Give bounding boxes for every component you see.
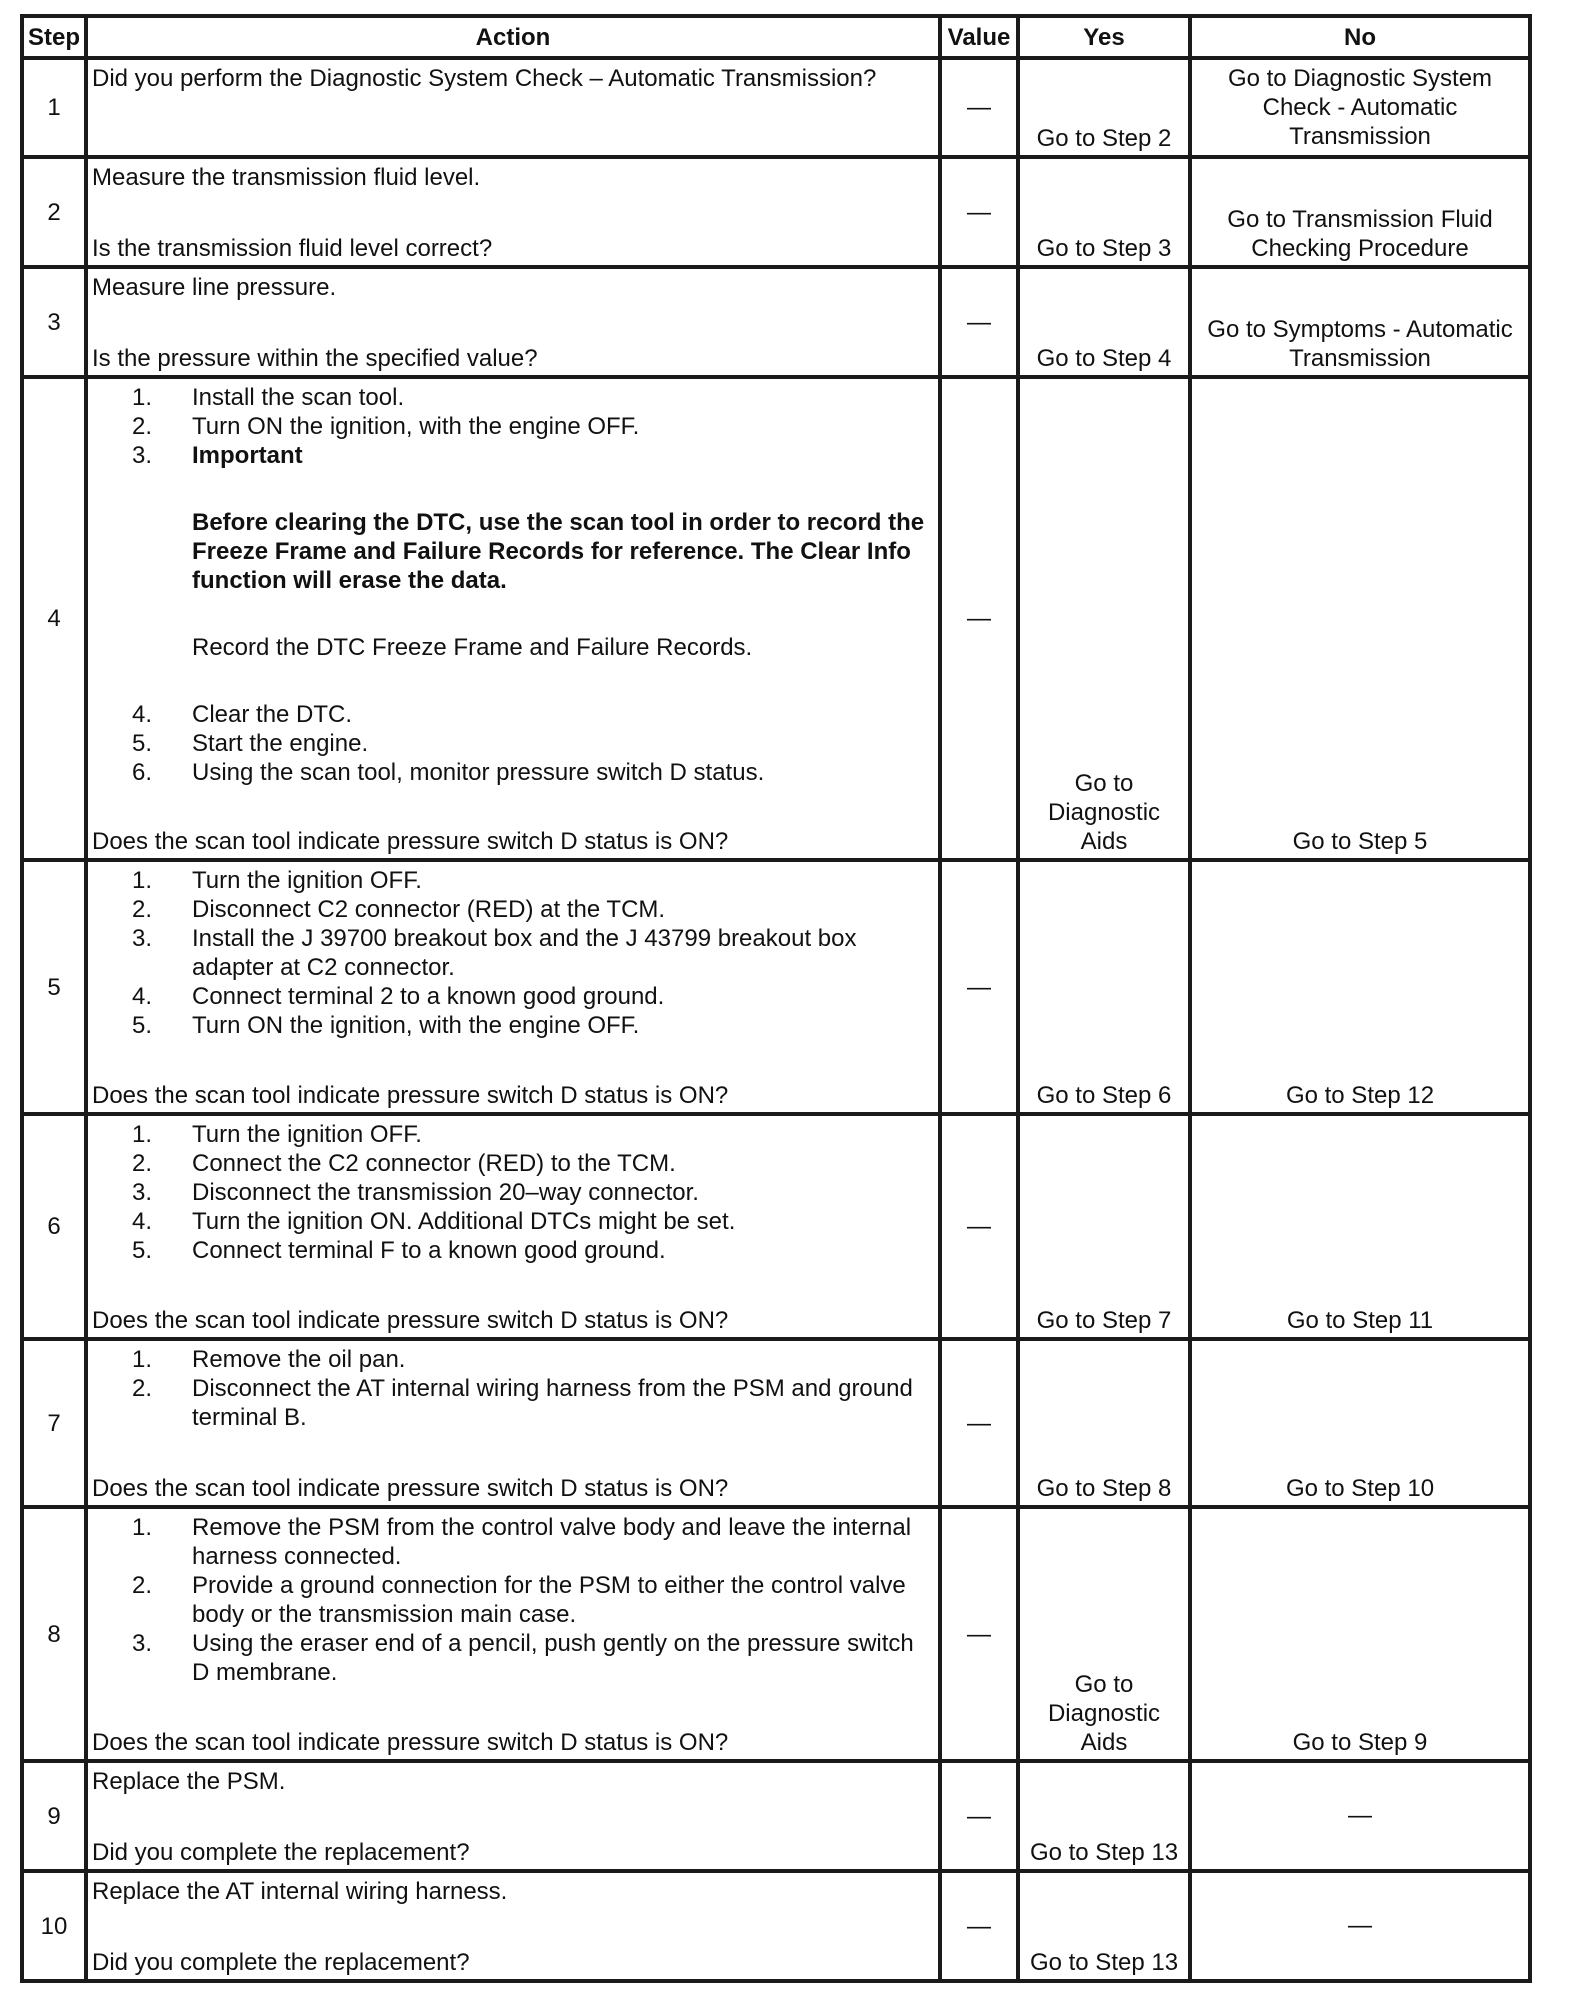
table-row xyxy=(22,58,1530,157)
value-cell: — xyxy=(940,860,1018,1114)
no-cell: — xyxy=(1190,1761,1530,1871)
action-cell xyxy=(86,860,940,1114)
action-intro: Replace the PSM. xyxy=(92,1768,286,1795)
yes-cell: Go to Step 8 xyxy=(1018,1339,1190,1507)
yes-cell: Go to Step 4 xyxy=(1018,267,1190,377)
step-number: 4 xyxy=(22,377,86,860)
important-note: Before clearing the DTC, use the scan tool in order to record the Freeze Frame and Failure Records for reference. The Clear Info function will erase the data. xyxy=(192,509,925,594)
value-cell: — xyxy=(940,157,1018,267)
action-intro: Replace the AT internal wiring harness. xyxy=(92,1878,508,1905)
no-cell: Go to Symptoms - Automatic Transmission xyxy=(1190,267,1530,377)
list-item: 2. Connect the C2 connector (RED) to the TCM. xyxy=(131,1150,676,1177)
table-row xyxy=(22,267,1530,377)
diagnostic-table-container xyxy=(20,14,1532,1983)
action-cell xyxy=(86,58,940,157)
table-row xyxy=(22,860,1530,1114)
list-item: 3. Disconnect the transmission 20–way connector. xyxy=(131,1179,699,1206)
yes-cell: Go to Step 2 xyxy=(1018,58,1190,157)
list-item: 3. Using the eraser end of a pencil, push gently on the pressure switch D membrane. xyxy=(131,1630,914,1686)
value-cell: — xyxy=(940,1761,1018,1871)
list-item: 5. Connect terminal F to a known good ground. xyxy=(131,1237,666,1264)
table-row xyxy=(22,1114,1530,1339)
action-steps xyxy=(92,700,934,787)
action-intro: Measure line pressure. xyxy=(92,274,337,301)
list-item: 3. Important xyxy=(131,442,303,469)
no-cell: Go to Step 11 xyxy=(1190,1114,1530,1339)
value-cell: — xyxy=(940,377,1018,860)
action-cell xyxy=(86,1871,940,1981)
action-question: Does the scan tool indicate pressure switch D status is ON? xyxy=(92,1307,729,1334)
action-intro: Measure the transmission fluid level. xyxy=(92,164,481,191)
action-cell xyxy=(86,377,940,860)
action-question: Does the scan tool indicate pressure switch D status is ON? xyxy=(92,1729,729,1756)
action-question: Does the scan tool indicate pressure switch D status is ON? xyxy=(92,1082,729,1109)
value-cell: — xyxy=(940,267,1018,377)
action-steps xyxy=(92,1513,934,1728)
list-item: 2. Disconnect the AT internal wiring harness from the PSM and ground terminal B. xyxy=(131,1375,913,1431)
action-cell xyxy=(86,1761,940,1871)
action-steps xyxy=(92,1120,934,1306)
action-cell xyxy=(86,1339,940,1507)
action-question: Is the pressure within the specified value? xyxy=(92,345,538,372)
action-steps xyxy=(92,866,934,1081)
action-cell xyxy=(86,1114,940,1339)
value-cell: — xyxy=(940,1339,1018,1507)
step-number: 5 xyxy=(22,860,86,1114)
table-row xyxy=(22,377,1530,860)
table-row xyxy=(22,157,1530,267)
action-intro: Did you perform the Diagnostic System Check – Automatic Transmission? xyxy=(92,65,877,92)
table-row xyxy=(22,1339,1530,1507)
table-row xyxy=(22,1761,1530,1871)
list-item: 2. Turn ON the ignition, with the engine OFF. xyxy=(131,413,640,440)
no-cell: Go to Transmission Fluid Checking Procedure xyxy=(1190,157,1530,267)
action-question: Does the scan tool indicate pressure switch D status is ON? xyxy=(92,828,729,855)
yes-cell: Go to Step 13 xyxy=(1018,1871,1190,1981)
step-number: 6 xyxy=(22,1114,86,1339)
header-action: Action xyxy=(86,16,940,58)
header-no: No xyxy=(1190,16,1530,58)
value-cell: — xyxy=(940,1871,1018,1981)
yes-cell: Go to Step 6 xyxy=(1018,860,1190,1114)
list-item: 1. Remove the oil pan. xyxy=(131,1346,406,1373)
list-item: 2. Disconnect C2 connector (RED) at the TCM. xyxy=(131,896,666,923)
record-instruction: Record the DTC Freeze Frame and Failure Records. xyxy=(192,634,753,661)
yes-cell: Go to Diagnostic Aids xyxy=(1018,377,1190,860)
list-item: 1. Remove the PSM from the control valve body and leave the internal harness connected. xyxy=(131,1514,912,1570)
list-item: 3. Install the J 39700 breakout box and the J 43799 breakout box adapter at C2 connector. xyxy=(131,925,857,981)
step-number: 9 xyxy=(22,1761,86,1871)
value-cell: — xyxy=(940,1507,1018,1761)
list-item: 1. Turn the ignition OFF. xyxy=(131,867,422,894)
list-item: 1. Install the scan tool. xyxy=(131,384,405,411)
list-item: 4. Connect terminal 2 to a known good ground. xyxy=(131,983,665,1010)
value-cell: — xyxy=(940,58,1018,157)
no-cell: Go to Step 9 xyxy=(1190,1507,1530,1761)
yes-cell: Go to Step 3 xyxy=(1018,157,1190,267)
action-question: Is the transmission fluid level correct? xyxy=(92,235,493,262)
no-cell: Go to Step 12 xyxy=(1190,860,1530,1114)
action-question: Does the scan tool indicate pressure switch D status is ON? xyxy=(92,1475,729,1502)
yes-cell: Go to Step 13 xyxy=(1018,1761,1190,1871)
action-cell xyxy=(86,267,940,377)
header-step: Step xyxy=(22,16,86,58)
list-item: 4. Clear the DTC. xyxy=(131,701,353,728)
list-item: 4. Turn the ignition ON. Additional DTCs might be set. xyxy=(131,1208,736,1235)
no-cell: — xyxy=(1190,1871,1530,1981)
list-item: 6. Using the scan tool, monitor pressure switch D status. xyxy=(131,759,765,786)
list-item: 1. Turn the ignition OFF. xyxy=(131,1121,422,1148)
action-cell xyxy=(86,1507,940,1761)
yes-cell: Go to Step 7 xyxy=(1018,1114,1190,1339)
header-row xyxy=(22,16,1530,58)
list-item: 2. Provide a ground connection for the PSM to either the control valve body or the transmission main case. xyxy=(131,1572,906,1628)
step-number: 3 xyxy=(22,267,86,377)
table-row xyxy=(22,1871,1530,1981)
action-question: Did you complete the replacement? xyxy=(92,1839,470,1866)
value-cell: — xyxy=(940,1114,1018,1339)
list-item: 5. Turn ON the ignition, with the engine OFF. xyxy=(131,1012,640,1039)
step-number: 10 xyxy=(22,1871,86,1981)
no-cell: Go to Step 10 xyxy=(1190,1339,1530,1507)
step-number: 8 xyxy=(22,1507,86,1761)
header-yes: Yes xyxy=(1018,16,1190,58)
no-cell: Go to Diagnostic System Check - Automatic Transmission xyxy=(1190,58,1530,157)
no-cell: Go to Step 5 xyxy=(1190,377,1530,860)
action-cell xyxy=(86,157,940,267)
table-row xyxy=(22,1507,1530,1761)
action-question: Did you complete the replacement? xyxy=(92,1949,470,1976)
step-number: 2 xyxy=(22,157,86,267)
action-steps xyxy=(92,1345,934,1474)
yes-cell: Go to Diagnostic Aids xyxy=(1018,1507,1190,1761)
diagnostic-table xyxy=(20,14,1532,1983)
header-value: Value xyxy=(940,16,1018,58)
step-number: 7 xyxy=(22,1339,86,1507)
action-steps xyxy=(92,383,934,470)
step-number: 1 xyxy=(22,58,86,157)
list-item: 5. Start the engine. xyxy=(131,730,369,757)
